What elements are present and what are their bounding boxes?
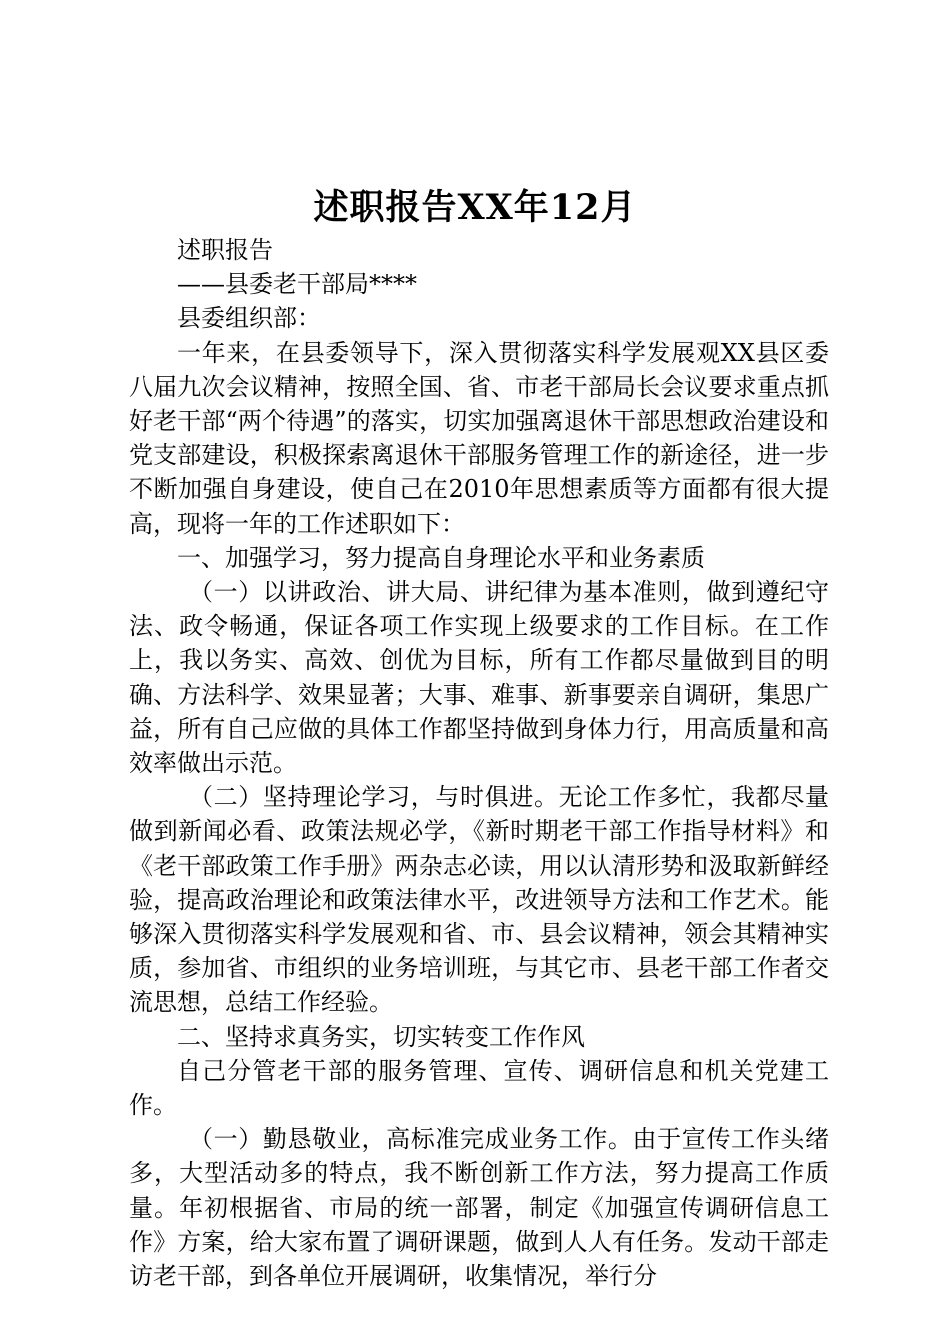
paragraph-section-2-1: （一）勤恳敬业，高标准完成业务工作。由于宣传工作头绪多，大型活动多的特点，我不断创新工作方法，努力提高工作质量。年初根据省、市局的统一部署，制定《加强宣传调研信息工作》方案，给大家布置了调研课题，做到人人有任务。发动干部走访老干部，到各单位开展调研，收集情况，举行分 — [129, 1125, 829, 1291]
paragraph-intro: 一年来，在县委领导下，深入贯彻落实科学发展观XX县区委八届九次会议精神，按照全国、省、市老干部局长会议要求重点抓好老干部“两个待遇”的落实，切实加强离退休干部思想政治建设和党支部建设，积极探索离退休干部服务管理工作的新途径，进一步不断加强自身建设，使自己在2010年思想素质等方面都有很大提高，现将一年的工作述职如下： — [129, 338, 829, 538]
paragraph-section-2-intro: 自己分管老干部的服务管理、宣传、调研信息和机关党建工作。 — [129, 1056, 829, 1120]
section-heading-1: 一、加强学习，努力提高自身理论水平和业务素质 — [177, 543, 705, 572]
paragraph-section-1-2: （二）坚持理论学习，与时俱进。无论工作多忙，我都尽量做到新闻必看、政策法规必学，《新时期老干部工作指导材料》和《老干部政策工作手册》两杂志必读，用以认清形势和汲取新鲜经验，提高政治理论和政策法律水平，改进领导方法和工作艺术。能够深入贯彻落实科学发展观和省、市、县会议精神，领会其精神实质，参加省、市组织的业务培训班，与其它市、县老干部工作者交流思想，总结工作经验。 — [129, 783, 829, 1017]
document-title: 述职报告XX年12月 — [313, 187, 637, 228]
paragraph-heading: 述职报告 — [177, 236, 273, 264]
document-body — [129, 233, 829, 1293]
paragraph-section-1-1: （一）以讲政治、讲大局、讲纪律为基本准则，做到遵纪守法、政令畅通，保证各项工作实现上级要求的工作目标。在工作上，我以务实、高效、创优为目标，所有工作都尽量做到目的明确、方法科学、效果显著；大事、难事、新事要亲自调研，集思广益，所有自己应做的具体工作都坚持做到身体力行，用高质量和高效率做出示范。 — [129, 578, 829, 778]
section-heading-2: 二、坚持求真务实，切实转变工作作风 — [177, 1022, 585, 1051]
paragraph-recipient: 县委组织部： — [177, 304, 321, 333]
paragraph-author: ——县委老干部局**** — [177, 270, 417, 299]
